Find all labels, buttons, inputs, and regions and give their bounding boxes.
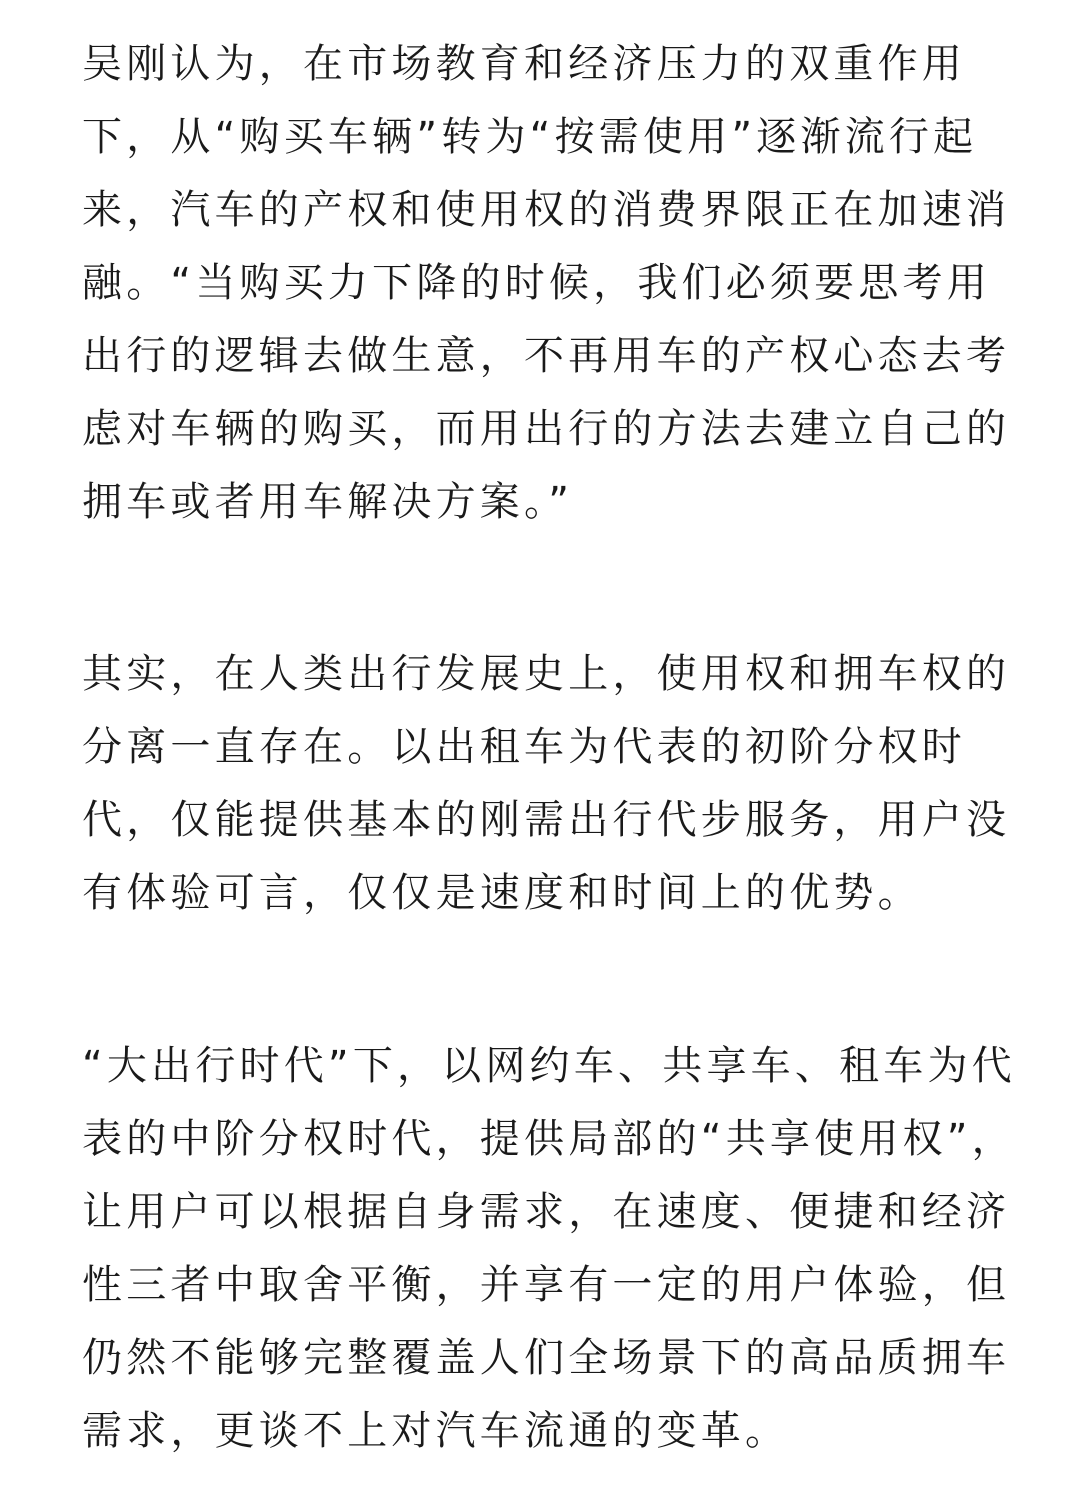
paragraph-2 — [82, 638, 1011, 930]
text-line: 需求，更谈不上对汽车流通的变革。 — [82, 1408, 790, 1454]
text-line: 虑对车辆的购买，而用出行的方法去建立自己的 — [82, 406, 1011, 452]
text-line: 出行的逻辑去做生意，不再用车的产权心态去考 — [82, 333, 1011, 379]
text-line: 有体验可言，仅仅是速度和时间上的优势。 — [82, 870, 922, 916]
text-line: 代，仅能提供基本的刚需出行代步服务，用户没 — [82, 797, 1011, 843]
text-line: 融。“当购买力下降的时候，我们必须要思考用 — [82, 260, 991, 306]
text-line: 分离一直存在。以出租车为代表的初阶分权时 — [82, 724, 966, 770]
paragraph-1 — [82, 28, 1011, 539]
text-line: 吴刚认为，在市场教育和经济压力的双重作用 — [82, 41, 966, 87]
paragraph-3 — [82, 1030, 1016, 1468]
text-line: 其实，在人类出行发展史上，使用权和拥车权的 — [82, 651, 1011, 697]
text-line: 下，从“购买车辆”转为“按需使用”逐渐流行起 — [82, 114, 978, 160]
text-line: 拥车或者用车解决方案。” — [82, 479, 574, 525]
text-line: “大出行时代”下，以网约车、共享车、租车为代 — [82, 1043, 1016, 1089]
text-line: 来，汽车的产权和使用权的消费界限正在加速消 — [82, 187, 1011, 233]
text-line: 表的中阶分权时代，提供局部的“共享使用权”， — [82, 1116, 1016, 1162]
text-line: 仍然不能够完整覆盖人们全场景下的高品质拥车 — [82, 1335, 1011, 1381]
text-line: 性三者中取舍平衡，并享有一定的用户体验，但 — [82, 1262, 1011, 1308]
text-line: 让用户可以根据自身需求，在速度、便捷和经济 — [82, 1189, 1011, 1235]
